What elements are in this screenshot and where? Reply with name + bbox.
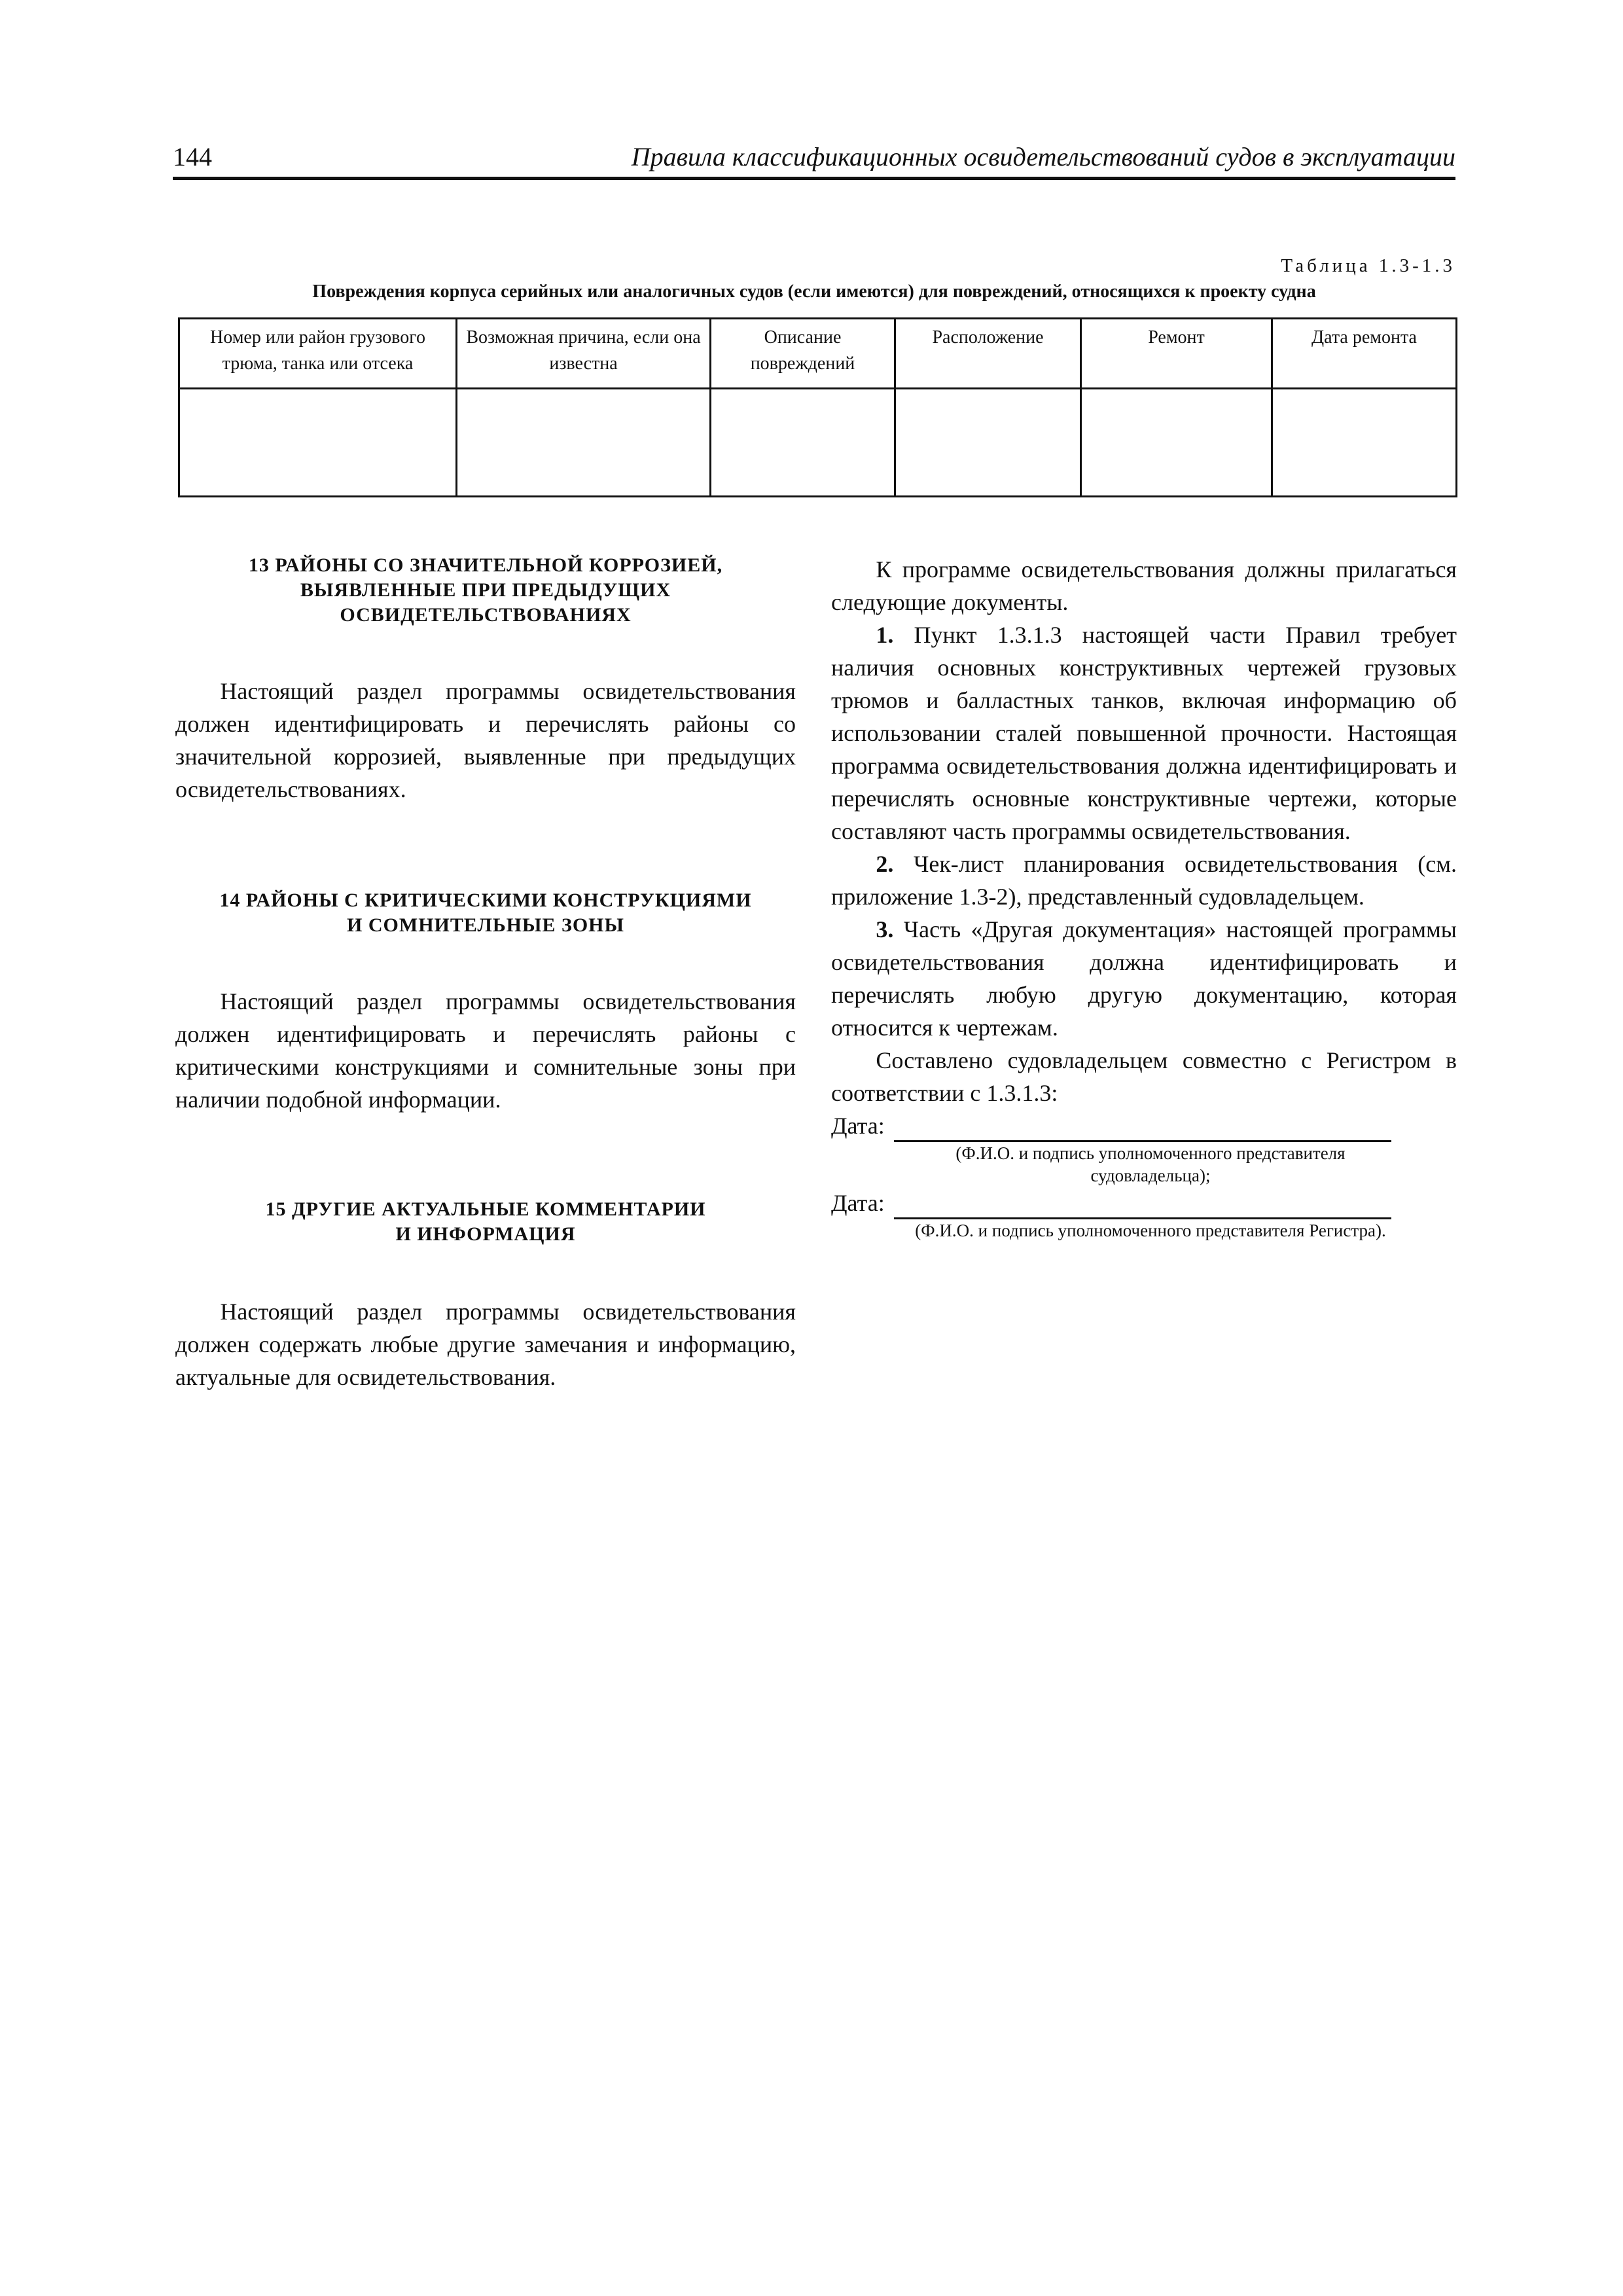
item-text: Чек-лист планирования освидетельствования (см. приложение 1.3-2), представленный судовладельцем. xyxy=(831,851,1457,910)
damage-table xyxy=(178,317,1457,497)
heading-line: И СОМНИТЕЛЬНЫЕ ЗОНЫ xyxy=(347,914,624,936)
heading-line: И ИНФОРМАЦИЯ xyxy=(395,1223,576,1245)
date-label: Дата: xyxy=(831,1190,885,1216)
table-cell xyxy=(711,389,895,497)
signature-note: (Ф.И.О. и подпись уполномоченного представителя Регистра). xyxy=(915,1221,1386,1240)
column-header-location: Расположение xyxy=(895,319,1081,389)
signature-line xyxy=(894,1117,1391,1142)
heading-line: 13 РАЙОНЫ СО ЗНАЧИТЕЛЬНОЙ КОРРОЗИЕЙ, xyxy=(248,554,723,576)
page-number: 144 xyxy=(173,142,212,171)
signature-line xyxy=(894,1194,1391,1219)
section-13-text: Настоящий раздел программы освидетельствования должен идентифицировать и перечислять районы со значительной коррозией, выявленные при предыдущих освидетельствованиях. xyxy=(175,678,796,802)
date-label: Дата: xyxy=(831,1113,885,1139)
left-column xyxy=(175,553,796,1393)
heading-line: ВЫЯВЛЕННЫЕ ПРИ ПРЕДЫДУЩИХ xyxy=(300,579,671,601)
item-number: 3. xyxy=(876,916,894,942)
item-text: Часть «Другая документация» настоящей программы освидетельствования должна идентифицировать и перечислять любую другую документацию, которая относится к чертежам. xyxy=(831,916,1457,1041)
section-13-heading xyxy=(175,553,796,628)
column-header-cause: Возможная причина, если она известна xyxy=(457,319,711,389)
section-15-heading xyxy=(175,1197,796,1247)
page-header xyxy=(173,135,1455,180)
document-item-1 xyxy=(831,619,1457,848)
running-title: Правила классификационных освидетельствований судов в эксплуатации xyxy=(631,142,1455,171)
section-14-text: Настоящий раздел программы освидетельствования должен идентифицировать и перечислять районы с критическими конструкциями и сомнительные зоны при наличии подобной информации. xyxy=(175,988,796,1113)
column-header-hold: Номер или район грузового трюма, танка или отсека xyxy=(179,319,457,389)
item-number: 2. xyxy=(876,851,894,877)
column-header-repair-date: Дата ремонта xyxy=(1272,319,1457,389)
compiled-statement: Составлено судовладельцем совместно с Регистром в соответствии с 1.3.1.3: xyxy=(831,1047,1457,1106)
table-cell xyxy=(1081,389,1272,497)
item-number: 1. xyxy=(876,622,894,648)
section-14-heading xyxy=(175,888,796,938)
heading-line: 14 РАЙОНЫ С КРИТИЧЕСКИМИ КОНСТРУКЦИЯМИ xyxy=(219,889,752,911)
signature-note: (Ф.И.О. и подпись уполномоченного представителя судовладельца); xyxy=(955,1143,1346,1185)
signature-row-owner xyxy=(831,1109,1457,1142)
table-row xyxy=(179,389,1457,497)
table-caption: Повреждения корпуса серийных или аналогичных судов (если имеются) для повреждений, относящихся к проекту судна xyxy=(312,281,1316,302)
section-15-text: Настоящий раздел программы освидетельствования должен содержать любые другие замечания и информацию, актуальные для освидетельствования. xyxy=(175,1299,796,1390)
column-header-description: Описание повреждений xyxy=(711,319,895,389)
table-cell xyxy=(179,389,457,497)
documents-intro: К программе освидетельствования должны прилагаться следующие документы. xyxy=(831,556,1457,615)
table-cell xyxy=(457,389,711,497)
column-header-repair: Ремонт xyxy=(1081,319,1272,389)
document-item-2 xyxy=(831,848,1457,913)
table-cell xyxy=(1272,389,1457,497)
document-item-3 xyxy=(831,913,1457,1044)
table-label: Таблица 1.3-1.3 xyxy=(1281,255,1455,276)
signature-row-register xyxy=(831,1187,1457,1219)
heading-line: 15 ДРУГИЕ АКТУАЛЬНЫЕ КОММЕНТАРИИ xyxy=(265,1198,706,1220)
table-header-row xyxy=(179,319,1457,389)
item-text: Пункт 1.3.1.3 настоящей части Правил требует наличия основных конструктивных чертежей грузовых трюмов и балластных танков, включая информацию об использовании сталей повышенной прочности. Настоящая программа освидетельствования должна идентифицировать и перечислять основные конструктивные чертежи, которые составляют часть программы освидетельствования. xyxy=(831,622,1457,844)
right-column xyxy=(831,553,1457,1242)
heading-line: ОСВИДЕТЕЛЬСТВОВАНИЯХ xyxy=(340,604,632,626)
table-cell xyxy=(895,389,1081,497)
